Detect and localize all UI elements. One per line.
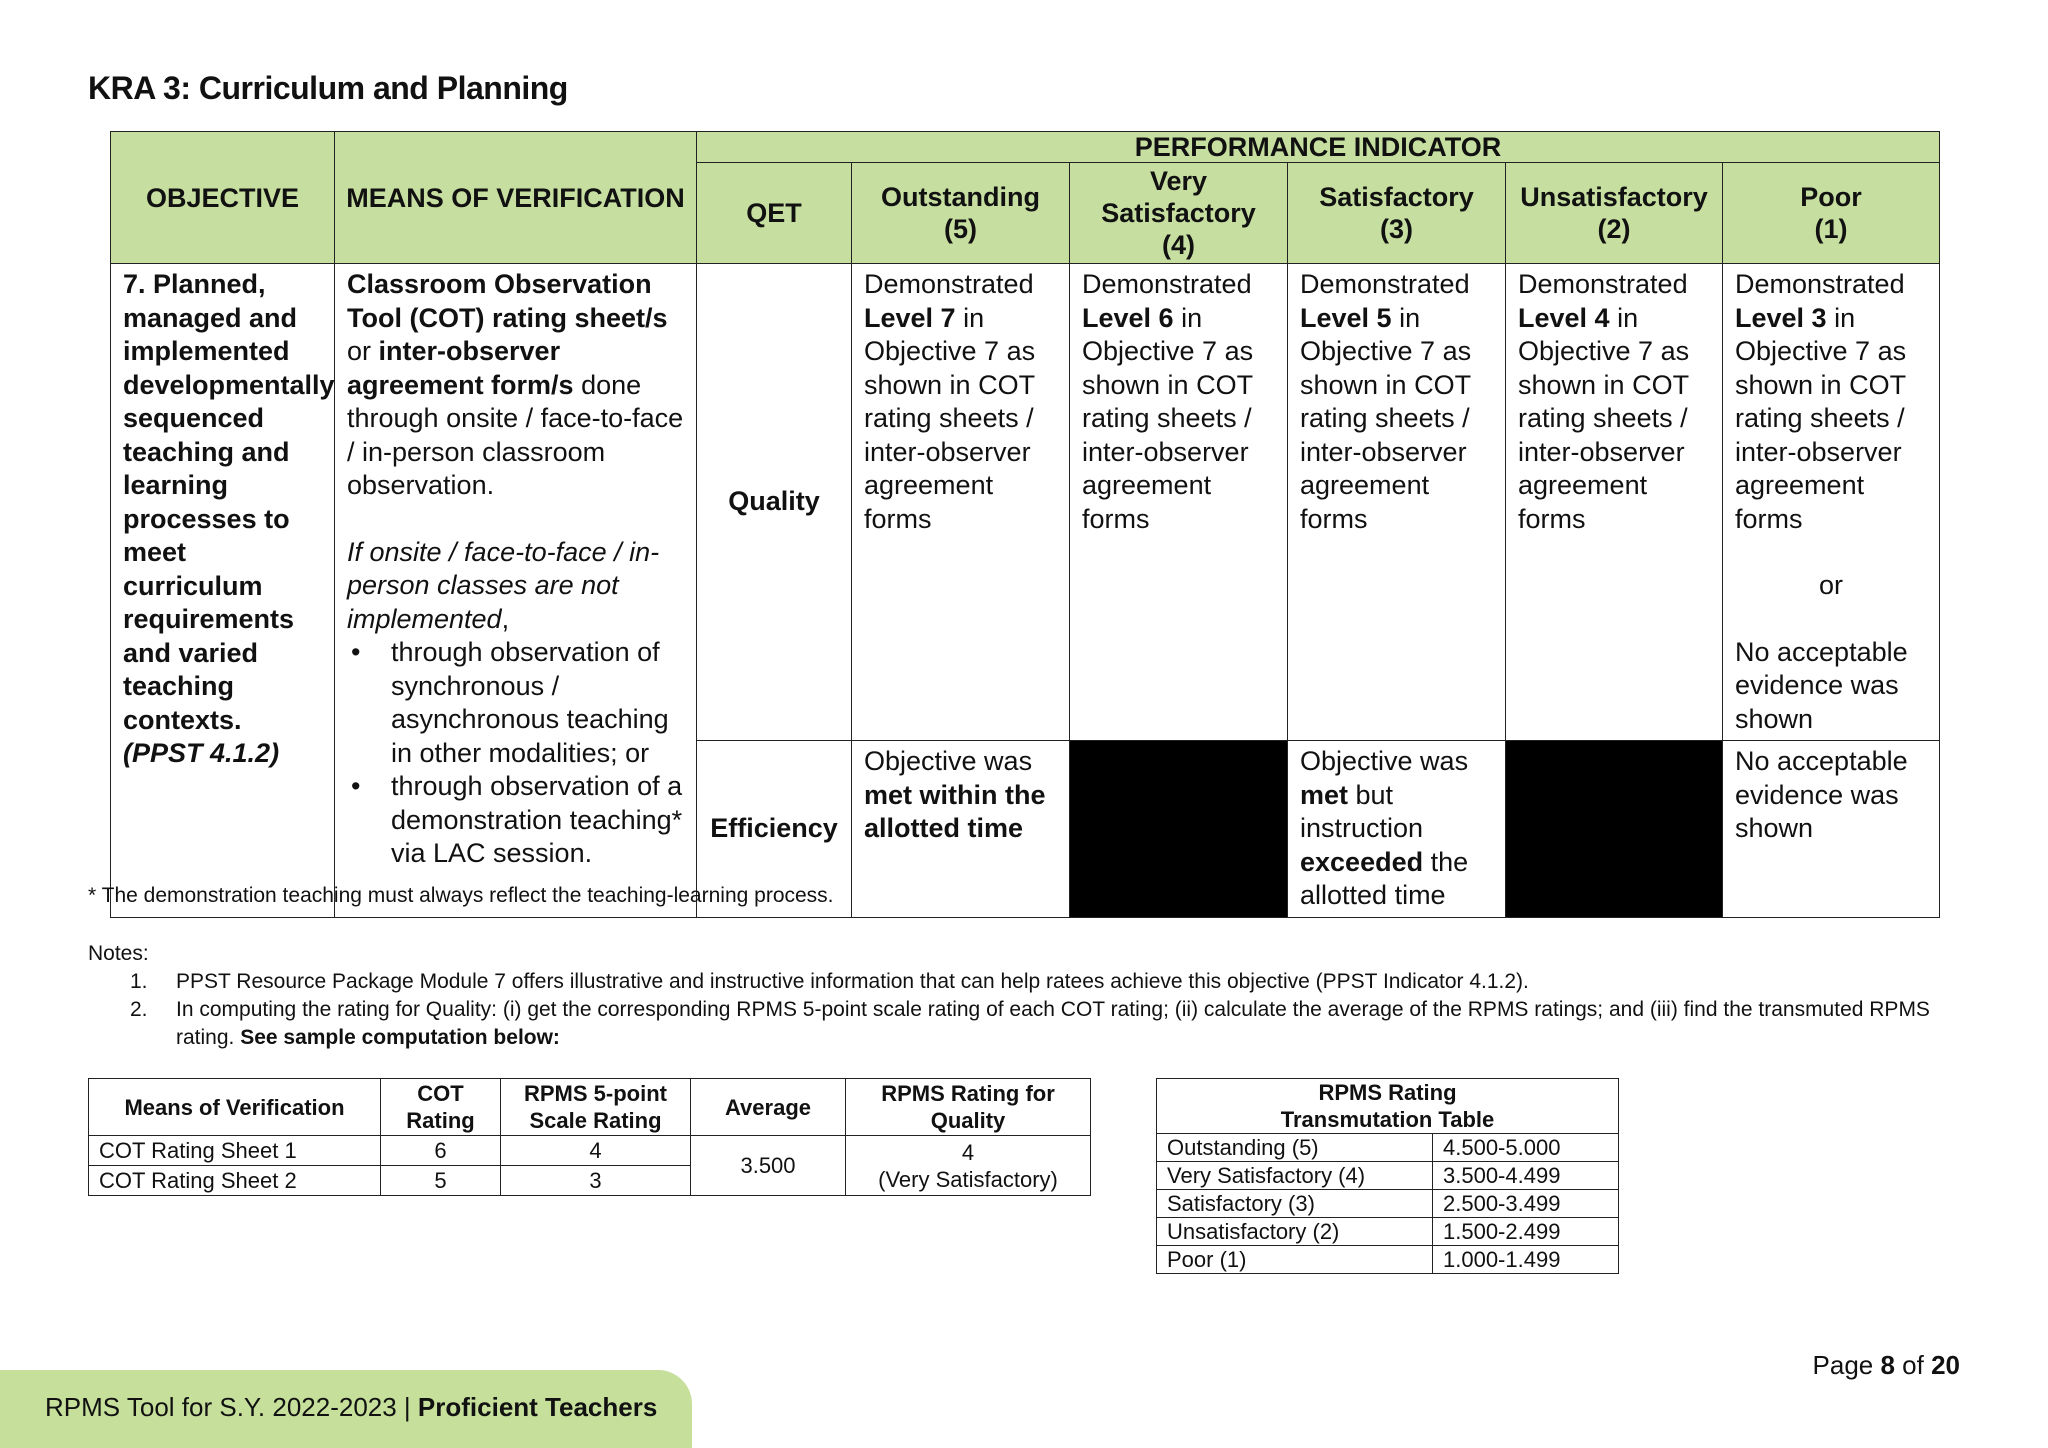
table-row: Satisfactory (3) 2.500-3.499 [1157, 1190, 1619, 1218]
table-row: Very Satisfactory (4) 3.500-4.499 [1157, 1162, 1619, 1190]
column-header: RPMS 5-point Scale Rating [501, 1079, 691, 1136]
average-value: 3.500 [691, 1136, 846, 1196]
footer-text: RPMS Tool for S.Y. 2022-2023 | Proficient Teachers [45, 1392, 658, 1422]
footnote: * The demonstration teaching must always reflect the teaching-learning process. [88, 884, 834, 907]
header-qet: QET [697, 163, 852, 264]
header-outstanding: Outstanding (5) [852, 163, 1070, 264]
header-performance-indicator: PERFORMANCE INDICATOR [697, 132, 1940, 163]
column-header: Average [691, 1079, 846, 1136]
kra-objective-table [110, 131, 1940, 918]
means-of-verification-cell: Classroom Observation Tool (COT) rating sheet/s or inter-observer agreement form/s done through onsite / face-to-face / in-person classroom observation. If onsite / face-to-face / in-person classes are not implemented, • through observation of synchronous / asynchronous teaching in other modalities; or • through observation of a demonstration teaching* via LAC session. [335, 264, 697, 918]
note-item: 2. In computing the rating for Quality: (i) get the corresponding RPMS 5-point scale rating of each COT rating; (ii) calculate the average of the RPMS ratings; and (iii) find the transmuted RPMS rating. See sample computation below: [130, 998, 1930, 1049]
quality-outstanding: Demonstrated Level 7 in Objective 7 as shown in COT rating sheets / inter-observer agreement forms [852, 264, 1070, 741]
sample-computation-table [88, 1078, 1091, 1196]
efficiency-satisfactory: Objective was met but instruction exceeded the allotted time [1288, 741, 1506, 918]
objective-text: 7. Planned, managed and implemented developmentally sequenced teaching and learning processes to meet curriculum requirements and varied teaching contexts. [123, 269, 335, 735]
header-means-of-verification: MEANS OF VERIFICATION [335, 132, 697, 264]
efficiency-outstanding: Objective was met within the allotted time [852, 741, 1070, 918]
column-header: RPMS Rating for Quality [846, 1079, 1091, 1136]
table-row: Unsatisfactory (2) 1.500-2.499 [1157, 1218, 1619, 1246]
qet-efficiency-label: Efficiency [697, 741, 852, 918]
notes-title: Notes: [88, 942, 149, 965]
objective-cell [111, 264, 335, 918]
list-item: • through observation of synchronous / asynchronous teaching in other modalities; or [391, 636, 684, 770]
list-item: • through observation of a demonstration teaching* via LAC session. [391, 770, 684, 871]
efficiency-unsatisfactory-blocked [1506, 741, 1723, 918]
means-bullet-list [347, 636, 684, 871]
efficiency-poor: No acceptable evidence was shown [1723, 741, 1940, 918]
transmutation-table-title: RPMS Rating Transmutation Table [1157, 1079, 1619, 1134]
table-row: COT Rating Sheet 2 5 3 [89, 1166, 1091, 1196]
page-title: KRA 3: Curriculum and Planning [88, 70, 568, 106]
table-row: COT Rating Sheet 1 6 4 3.500 4 (Very Satisfactory) [89, 1136, 1091, 1166]
quality-poor: Demonstrated Level 3 in Objective 7 as shown in COT rating sheets / inter-observer agreement forms or No acceptable evidence was shown [1723, 264, 1940, 741]
qet-quality-label: Quality [697, 264, 852, 741]
header-very-satisfactory: Very Satisfactory (4) [1070, 163, 1288, 264]
column-header: Means of Verification [89, 1079, 381, 1136]
header-objective: OBJECTIVE [111, 132, 335, 264]
table-row: Outstanding (5) 4.500-5.000 [1157, 1134, 1619, 1162]
quality-satisfactory: Demonstrated Level 5 in Objective 7 as shown in COT rating sheets / inter-observer agreement forms [1288, 264, 1506, 741]
header-poor: Poor (1) [1723, 163, 1940, 264]
page-number: Page 8 of 20 [1812, 1350, 1960, 1380]
transmutation-table [1156, 1078, 1619, 1274]
footer-tab [0, 1370, 692, 1448]
objective-reference: (PPST 4.1.2) [123, 738, 280, 768]
notes-section [88, 940, 1968, 1052]
efficiency-very-satisfactory-blocked [1070, 741, 1288, 918]
header-satisfactory: Satisfactory (3) [1288, 163, 1506, 264]
header-unsatisfactory: Unsatisfactory (2) [1506, 163, 1723, 264]
column-header: COT Rating [381, 1079, 501, 1136]
table-row: Poor (1) 1.000-1.499 [1157, 1246, 1619, 1274]
quality-rating-value: 4 (Very Satisfactory) [846, 1136, 1091, 1196]
quality-unsatisfactory: Demonstrated Level 4 in Objective 7 as shown in COT rating sheets / inter-observer agreement forms [1506, 264, 1723, 741]
quality-very-satisfactory: Demonstrated Level 6 in Objective 7 as shown in COT rating sheets / inter-observer agreement forms [1070, 264, 1288, 741]
note-item: 1. PPST Resource Package Module 7 offers illustrative and instructive information that can help ratees achieve this objective (PPST Indicator 4.1.2). [130, 970, 1529, 993]
